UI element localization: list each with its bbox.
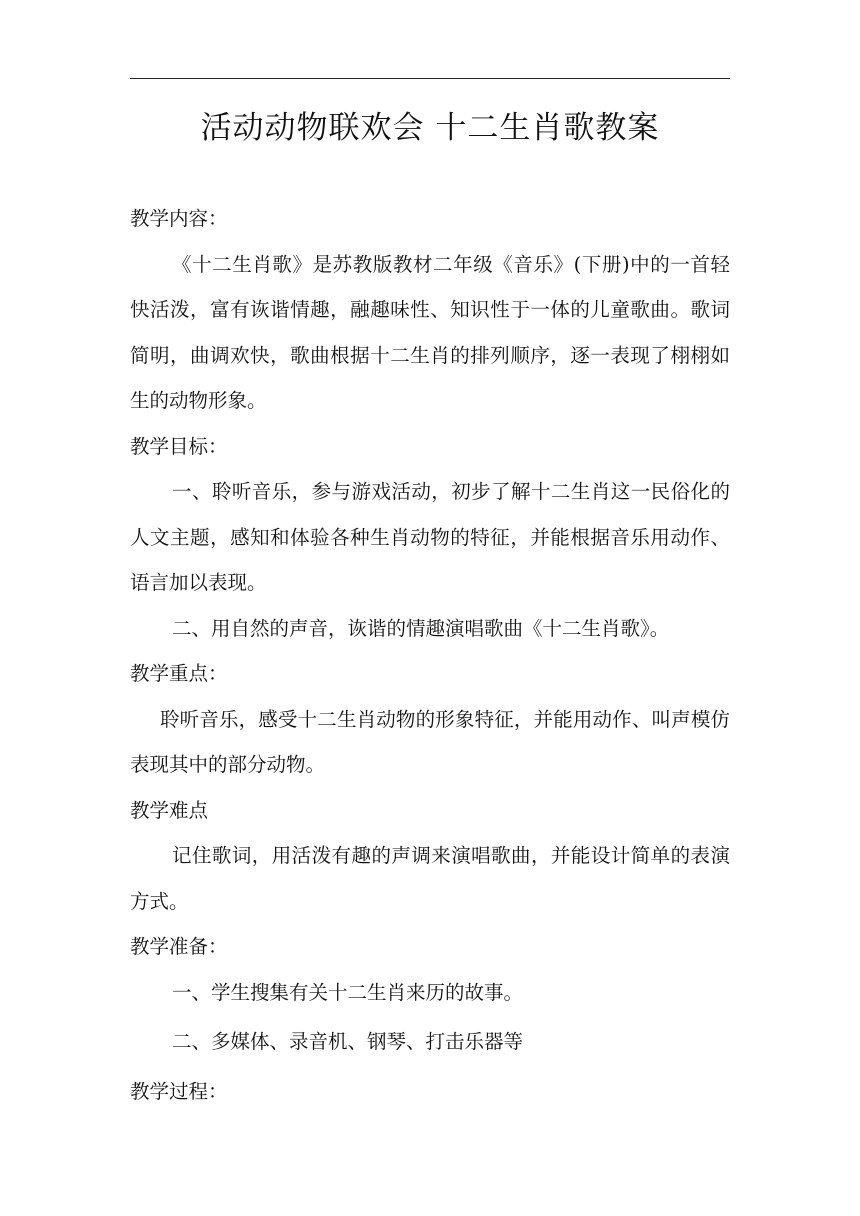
document-body xyxy=(130,196,730,1114)
section-heading-process: 教学过程： xyxy=(130,1079,228,1103)
difficulties-paragraph: 记住歌词，用活泼有趣的声调来演唱歌曲，并能设计简单的表演方式。 xyxy=(130,844,730,913)
section-heading-content: 教学内容： xyxy=(130,207,228,230)
section-heading-difficulties: 教学难点 xyxy=(130,798,209,822)
document-title: 活动动物联欢会 十二生肖歌教案 xyxy=(200,110,660,146)
goal-item-2: 二、用自然的声音，诙谐的情趣演唱歌曲《十二生肖歌》。 xyxy=(172,616,670,640)
goal-item-1: 一、聆听音乐，参与游戏活动，初步了解十二生肖这一民俗化的人文主题，感知和体验各种生肖动物的特征，并能根据音乐用动作、语言加以表现。 xyxy=(130,480,730,594)
content-paragraph: 《十二生肖歌》是苏教版教材二年级《音乐》(下册)中的一首轻快活泼，富有诙谐情趣，融趣味性、知识性于一体的儿童歌曲。歌词简明，曲调欢快，歌曲根据十二生肖的排列顺序，逐一表现了栩栩如生的动物形象。 xyxy=(130,252,730,412)
header-rule xyxy=(130,78,730,79)
preparation-item-2: 二、多媒体、录音机、钢琴、打击乐器等 xyxy=(172,1030,524,1053)
section-heading-key-points: 教学重点： xyxy=(130,662,228,685)
section-heading-goals: 教学目标： xyxy=(130,434,228,458)
key-points-paragraph: 聆听音乐，感受十二生肖动物的形象特征，并能用动作、叫声模仿表现其中的部分动物。 xyxy=(130,707,730,776)
preparation-item-1: 一、学生搜集有关十二生肖来历的故事。 xyxy=(172,980,524,1004)
section-heading-preparation: 教学准备： xyxy=(130,935,228,958)
